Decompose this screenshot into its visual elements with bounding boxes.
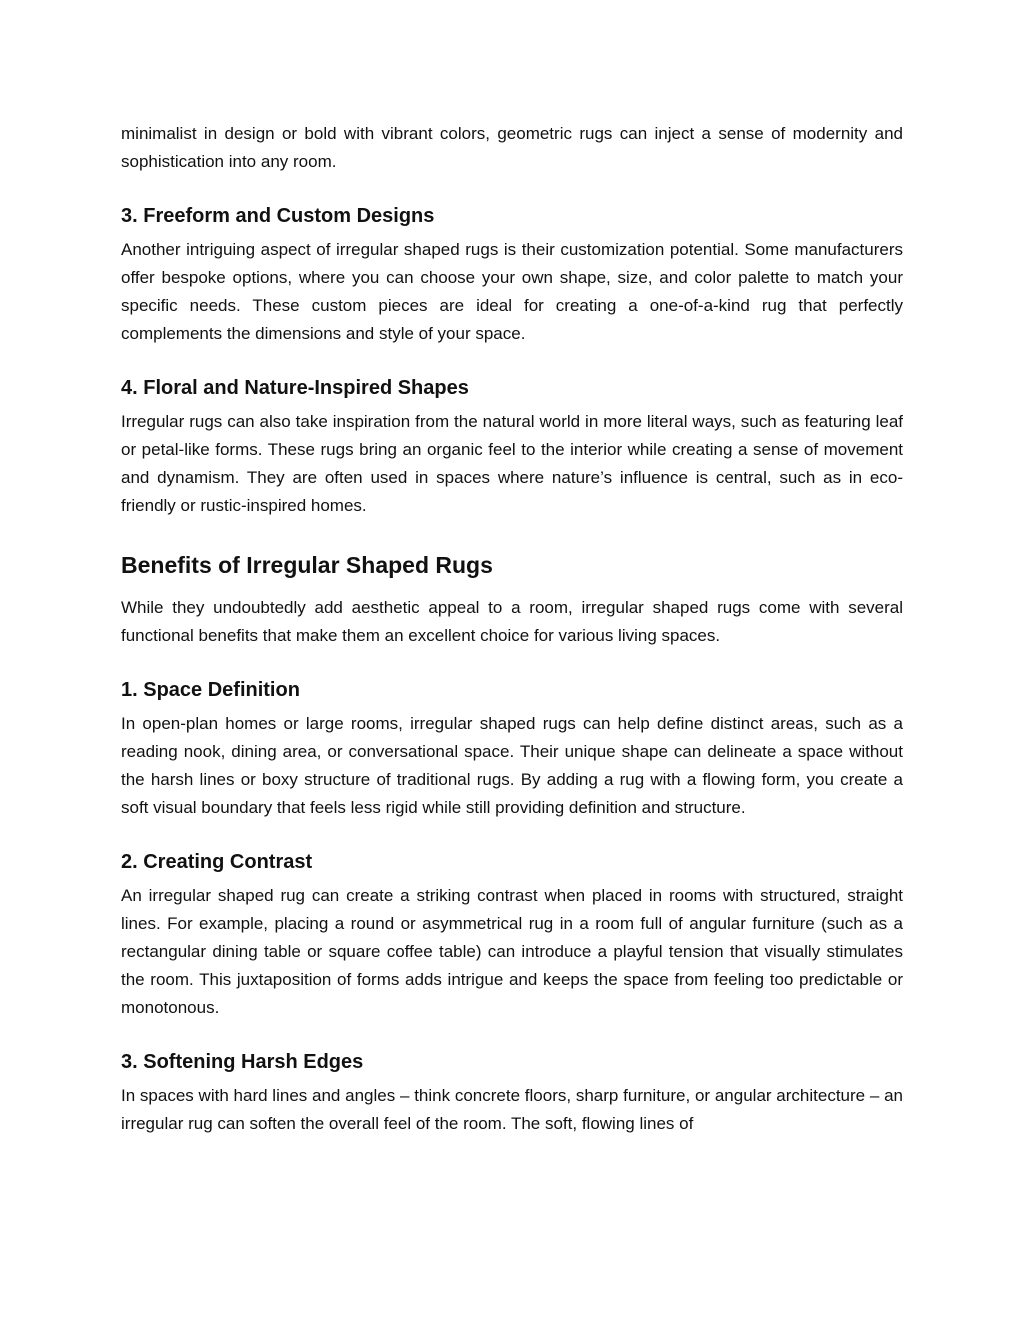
section-heading-freeform: 3. Freeform and Custom Designs: [121, 205, 435, 227]
section-heading-floral: 4. Floral and Nature-Inspired Shapes: [121, 377, 469, 399]
intro-paragraph: minimalist in design or bold with vibrant colors, geometric rugs can inject a sense of modernity and sophistication into any room.: [121, 124, 903, 171]
section-body-freeform: Another intriguing aspect of irregular shaped rugs is their customization potential. Some manufacturers offer bespoke options, where you can choose your own shape, size, and color palette to match your specific needs. These custom pieces are ideal for creating a one-of-a-kind rug that perfectly complements the dimensions and style of your space.: [121, 240, 903, 343]
benefits-intro: While they undoubtedly add aesthetic appeal to a room, irregular shaped rugs come with several functional benefits that make them an excellent choice for various living spaces.: [121, 598, 903, 645]
benefit-heading-creating-contrast: 2. Creating Contrast: [121, 851, 313, 873]
benefit-body-creating-contrast: An irregular shaped rug can create a striking contrast when placed in rooms with structured, straight lines. For example, placing a round or asymmetrical rug in a room full of angular furniture (such as a rectangular dining table or square coffee table) can introduce a playful tension that visually stimulates the room. This juxtaposition of forms adds intrigue and keeps the space from feeling too predictable or monotonous.: [121, 886, 903, 1017]
benefit-heading-space-definition: 1. Space Definition: [121, 679, 300, 701]
section-body-floral: Irregular rugs can also take inspiration from the natural world in more literal ways, such as featuring leaf or petal-like forms. These rugs bring an organic feel to the interior while creating a sense of movement and dynamism. They are often used in spaces where nature’s influence is central, such as in eco-friendly or rustic-inspired homes.: [121, 412, 903, 515]
benefits-heading: Benefits of Irregular Shaped Rugs: [121, 552, 493, 578]
benefit-body-softening-edges: In spaces with hard lines and angles – think concrete floors, sharp furniture, or angular architecture – an irregular rug can soften the overall feel of the room. The soft, flowing lines of: [121, 1086, 903, 1133]
benefit-body-space-definition: In open-plan homes or large rooms, irregular shaped rugs can help define distinct areas, such as a reading nook, dining area, or conversational space. Their unique shape can delineate a space without the harsh lines or boxy structure of traditional rugs. By adding a rug with a flowing form, you create a soft visual boundary that feels less rigid while still providing definition and structure.: [121, 714, 903, 817]
benefit-heading-softening-edges: 3. Softening Harsh Edges: [121, 1051, 364, 1073]
